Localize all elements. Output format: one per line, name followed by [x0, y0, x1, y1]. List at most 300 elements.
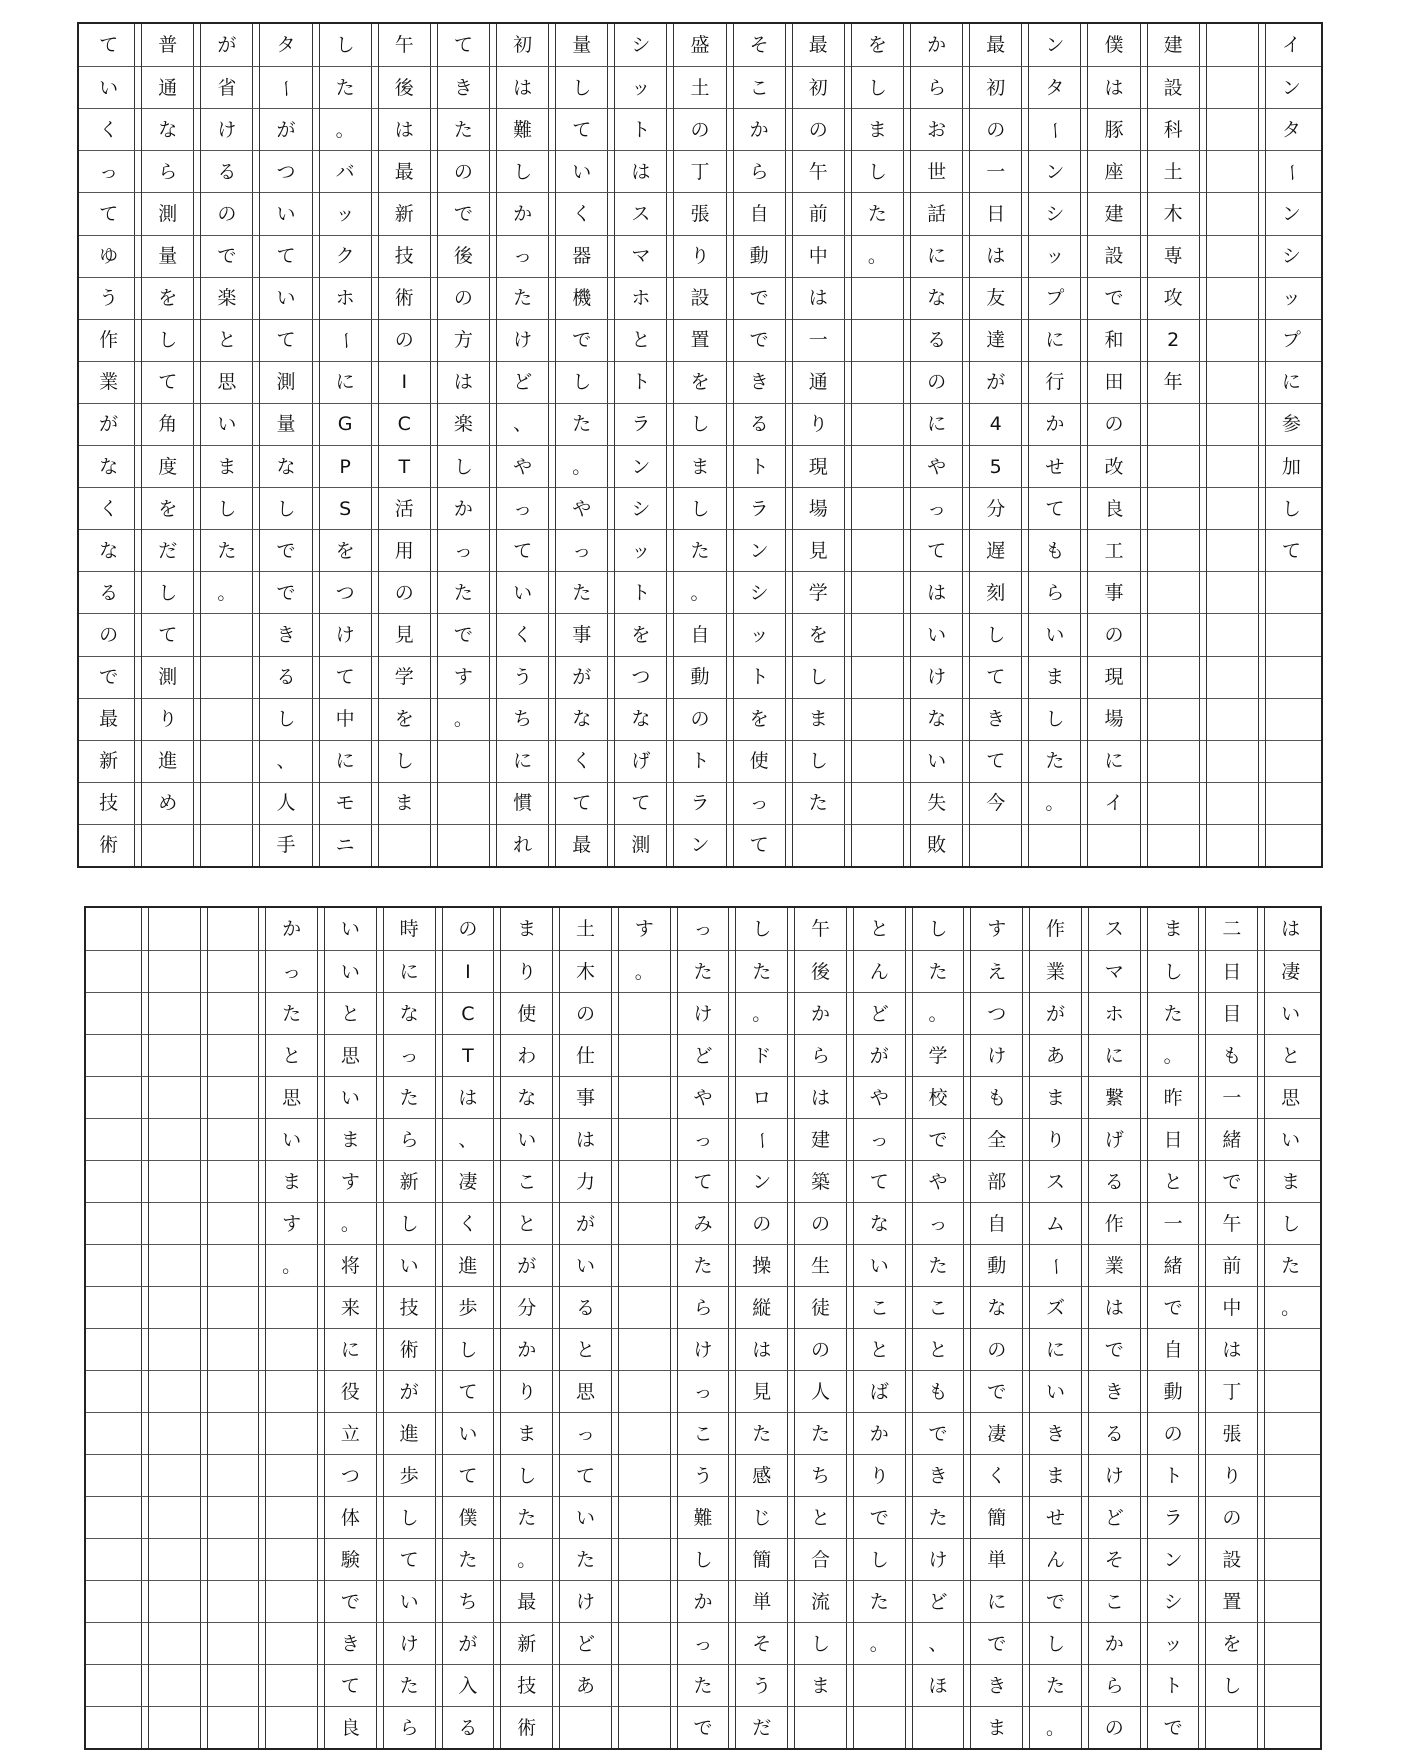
manuscript-cell: 最 [808, 33, 828, 56]
manuscript-cell: ま [1025, 656, 1084, 699]
manuscript-cell: で [674, 1706, 733, 1749]
manuscript-cell: っ [493, 235, 552, 278]
manuscript-cell: 午 [1202, 1202, 1261, 1245]
manuscript-cell: が [1026, 992, 1085, 1035]
manuscript-cell: く [552, 192, 611, 235]
manuscript-cell: し [850, 1538, 909, 1581]
manuscript-cell: 建 [1163, 33, 1183, 56]
manuscript-cell: 設 [1202, 1538, 1261, 1581]
manuscript-cell: で [256, 529, 315, 572]
manuscript-cell: の [434, 150, 493, 193]
manuscript-cell [145, 1034, 204, 1077]
manuscript-cell: す [634, 917, 654, 940]
manuscript-cell: 遅 [966, 529, 1025, 572]
manuscript-cell: 測 [256, 361, 315, 404]
manuscript-cell: っ [493, 487, 552, 530]
manuscript-cell: か [791, 992, 850, 1035]
manuscript-cell: 難 [674, 1496, 733, 1539]
manuscript-cell [1261, 1412, 1320, 1455]
manuscript-cell: 置 [1202, 1580, 1261, 1623]
manuscript-cell: き [434, 66, 493, 109]
manuscript-cell: 。 [1144, 1034, 1203, 1077]
manuscript-cell: 技 [497, 1664, 556, 1707]
manuscript-cell [434, 740, 493, 783]
manuscript-cell [86, 1706, 145, 1749]
manuscript-cell: を [867, 33, 887, 56]
manuscript-cell: 土 [670, 66, 729, 109]
manuscript-cell [86, 1034, 145, 1077]
manuscript-cell: を [316, 529, 375, 572]
manuscript-cell: 加 [1262, 445, 1321, 488]
manuscript-cell: 。 [197, 571, 256, 614]
manuscript-cell [145, 908, 204, 950]
manuscript-cell [262, 1370, 321, 1413]
manuscript-cell: 省 [197, 66, 256, 109]
manuscript-column [556, 908, 615, 1748]
manuscript-cell: 木 [1144, 192, 1203, 235]
manuscript-cell [848, 445, 907, 488]
manuscript-cell [145, 1118, 204, 1161]
manuscript-cell: も [1025, 529, 1084, 572]
manuscript-column [1261, 908, 1320, 1748]
manuscript-cell: を [611, 613, 670, 656]
manuscript-cell: 場 [1084, 698, 1143, 741]
manuscript-cell: て [99, 33, 119, 56]
manuscript-cell: し [1262, 487, 1321, 530]
manuscript-column [375, 24, 434, 866]
manuscript-cell: い [493, 571, 552, 614]
manuscript-cell: 科 [1144, 108, 1203, 151]
manuscript-cell: の [1085, 1706, 1144, 1749]
manuscript-cell: の [556, 992, 615, 1035]
manuscript-cell: イ [1084, 782, 1143, 825]
manuscript-cell: と [321, 992, 380, 1035]
manuscript-column [439, 908, 498, 1748]
manuscript-cell: っ [693, 917, 713, 940]
manuscript-cell: だ [732, 1706, 791, 1749]
manuscript-cell: う [493, 656, 552, 699]
manuscript-cell: 日 [966, 192, 1025, 235]
manuscript-cell: ま [791, 1664, 850, 1707]
manuscript-cell: か [674, 1580, 733, 1623]
manuscript-cell [86, 1370, 145, 1413]
manuscript-cell: 。 [316, 108, 375, 151]
manuscript-cell: つ [256, 150, 315, 193]
manuscript-cell [615, 1244, 674, 1287]
manuscript-cell: 最 [552, 824, 611, 867]
manuscript-cell: 新 [497, 1622, 556, 1665]
column-rule [148, 908, 149, 1748]
manuscript-cell: っ [262, 950, 321, 993]
manuscript-cell: し [197, 487, 256, 530]
manuscript-cell: ッ [611, 66, 670, 109]
manuscript-cell: ち [439, 1580, 498, 1623]
manuscript-cell: い [1026, 1370, 1085, 1413]
manuscript-cell: 現 [1084, 656, 1143, 699]
manuscript-cell [615, 1664, 674, 1707]
manuscript-cell: た [909, 1496, 968, 1539]
manuscript-cell: り [138, 698, 197, 741]
manuscript-cell: す [987, 917, 1007, 940]
manuscript-cell: 用 [375, 529, 434, 572]
manuscript-column [615, 908, 674, 1748]
manuscript-cell: て [138, 361, 197, 404]
manuscript-cell: き [1085, 1370, 1144, 1413]
manuscript-column [1203, 24, 1262, 866]
manuscript-cell: い [497, 1118, 556, 1161]
manuscript-cell: に [316, 740, 375, 783]
manuscript-cell: ッ [611, 529, 670, 572]
column-rule [1087, 24, 1088, 866]
manuscript-cell: 失 [907, 782, 966, 825]
manuscript-cell: は [434, 361, 493, 404]
manuscript-cell: 操 [732, 1244, 791, 1287]
manuscript-column [197, 24, 256, 866]
manuscript-cell: て [850, 1160, 909, 1203]
manuscript-cell: 思 [262, 1076, 321, 1119]
manuscript-cell [86, 1454, 145, 1497]
manuscript-column [789, 24, 848, 866]
manuscript-cell: I [439, 950, 498, 993]
manuscript-cell: く [967, 1454, 1026, 1497]
manuscript-cell: そ [749, 33, 769, 56]
manuscript-cell [1262, 656, 1321, 699]
manuscript-sheet-2 [84, 906, 1322, 1750]
manuscript-cell: 。 [909, 992, 968, 1035]
manuscript-cell [850, 1664, 909, 1707]
manuscript-cell: ト [730, 656, 789, 699]
manuscript-cell [86, 1118, 145, 1161]
manuscript-cell: っ [909, 1202, 968, 1245]
manuscript-cell: し [670, 403, 729, 446]
manuscript-cell: の [434, 277, 493, 320]
manuscript-cell: て [611, 782, 670, 825]
column-rule [1028, 24, 1029, 866]
manuscript-cell: が [439, 1622, 498, 1665]
manuscript-cell [262, 1286, 321, 1329]
manuscript-cell: に [316, 361, 375, 404]
manuscript-cell: 見 [375, 613, 434, 656]
manuscript-cell: で [1144, 1706, 1203, 1749]
manuscript-cell: し [1025, 698, 1084, 741]
manuscript-cell: る [1085, 1412, 1144, 1455]
manuscript-cell: き [730, 361, 789, 404]
manuscript-cell [204, 1454, 263, 1497]
manuscript-cell: で [321, 1580, 380, 1623]
manuscript-cell: は [791, 1076, 850, 1119]
manuscript-cell: 力 [556, 1160, 615, 1203]
manuscript-cell: し [434, 445, 493, 488]
manuscript-cell: シ [1262, 235, 1321, 278]
manuscript-cell: 中 [789, 235, 848, 278]
manuscript-cell [1262, 740, 1321, 783]
manuscript-cell: は [966, 235, 1025, 278]
manuscript-cell: 敗 [907, 824, 966, 867]
manuscript-cell: の [791, 1328, 850, 1371]
manuscript-cell: る [1085, 1160, 1144, 1203]
manuscript-cell: で [730, 319, 789, 362]
column-rule [1088, 908, 1089, 1748]
manuscript-cell [1261, 1538, 1320, 1581]
manuscript-column [204, 908, 263, 1748]
manuscript-cell: た [674, 950, 733, 993]
manuscript-cell: か [1025, 403, 1084, 446]
manuscript-cell: 。 [732, 992, 791, 1035]
manuscript-cell [848, 824, 907, 867]
manuscript-cell: ラ [730, 487, 789, 530]
manuscript-cell [848, 656, 907, 699]
manuscript-column [434, 24, 493, 866]
manuscript-cell: 設 [1084, 235, 1143, 278]
manuscript-cell [848, 698, 907, 741]
manuscript-cell: ゆ [79, 235, 138, 278]
manuscript-column [1144, 908, 1203, 1748]
manuscript-cell [1261, 1622, 1320, 1665]
manuscript-cell: て [966, 740, 1025, 783]
manuscript-cell: 全 [967, 1118, 1026, 1161]
manuscript-cell: か [927, 33, 947, 56]
manuscript-cell: 思 [197, 361, 256, 404]
manuscript-cell: 友 [966, 277, 1025, 320]
manuscript-cell: 中 [1202, 1286, 1261, 1329]
manuscript-cell: た [909, 950, 968, 993]
column-rule [1147, 24, 1148, 866]
manuscript-cell: ト [730, 445, 789, 488]
manuscript-cell: で [197, 235, 256, 278]
manuscript-cell [1261, 1454, 1320, 1497]
manuscript-cell: 後 [791, 950, 850, 993]
manuscript-cell: で [850, 1496, 909, 1539]
manuscript-cell [86, 1076, 145, 1119]
manuscript-cell [1203, 487, 1262, 530]
manuscript-cell: 4 [966, 403, 1025, 446]
manuscript-cell: な [850, 1202, 909, 1245]
manuscript-cell [615, 1538, 674, 1581]
manuscript-cell: け [967, 1034, 1026, 1077]
manuscript-cell: か [850, 1412, 909, 1455]
manuscript-cell: と [1144, 1160, 1203, 1203]
manuscript-cell: 思 [556, 1370, 615, 1413]
manuscript-cell [204, 992, 263, 1035]
manuscript-cell: 時 [399, 917, 419, 940]
manuscript-cell [204, 1370, 263, 1413]
manuscript-cell: け [197, 108, 256, 151]
manuscript-cell: 改 [1084, 445, 1143, 488]
manuscript-cell: 術 [380, 1328, 439, 1371]
manuscript-cell [615, 1370, 674, 1413]
manuscript-cell: も [1202, 1034, 1261, 1077]
manuscript-cell: 緒 [1144, 1244, 1203, 1287]
manuscript-cell: や [850, 1076, 909, 1119]
manuscript-cell: い [1025, 613, 1084, 656]
manuscript-cell: 初 [789, 66, 848, 109]
manuscript-cell: ま [848, 108, 907, 151]
manuscript-cell: ン [732, 1160, 791, 1203]
manuscript-cell: モ [316, 782, 375, 825]
manuscript-cell: 通 [138, 66, 197, 109]
manuscript-cell: な [967, 1286, 1026, 1329]
manuscript-cell: と [869, 917, 889, 940]
manuscript-cell: つ [316, 571, 375, 614]
manuscript-cell: し [1202, 1664, 1261, 1707]
manuscript-cell [434, 782, 493, 825]
manuscript-cell: 参 [1262, 403, 1321, 446]
manuscript-cell: 慣 [493, 782, 552, 825]
manuscript-cell: ち [493, 698, 552, 741]
manuscript-column [262, 908, 321, 1748]
manuscript-cell: た [439, 1538, 498, 1581]
manuscript-cell: き [966, 698, 1025, 741]
column-rule [200, 24, 201, 866]
manuscript-cell: た [850, 1580, 909, 1623]
manuscript-cell [1203, 782, 1262, 825]
manuscript-cell: 張 [670, 192, 729, 235]
manuscript-cell: 世 [907, 150, 966, 193]
manuscript-cell: シ [730, 571, 789, 614]
manuscript-cell [966, 824, 1025, 867]
manuscript-cell: 一 [966, 150, 1025, 193]
manuscript-cell: つ [321, 1454, 380, 1497]
manuscript-column [86, 908, 145, 1748]
manuscript-cell [848, 361, 907, 404]
manuscript-cell: た [497, 1496, 556, 1539]
manuscript-cell [1203, 824, 1262, 867]
manuscript-cell: た [434, 108, 493, 151]
manuscript-cell: た [848, 192, 907, 235]
manuscript-cell: た [791, 1412, 850, 1455]
manuscript-cell: 日 [1202, 950, 1261, 993]
manuscript-cell [556, 1706, 615, 1749]
column-rule [555, 24, 556, 866]
manuscript-cell: ン [611, 445, 670, 488]
manuscript-cell: に [1085, 1034, 1144, 1077]
manuscript-cell: 分 [966, 487, 1025, 530]
manuscript-cell [197, 698, 256, 741]
manuscript-cell: 動 [670, 656, 729, 699]
manuscript-cell: て [321, 1664, 380, 1707]
manuscript-cell: ど [850, 992, 909, 1035]
manuscript-cell: で [909, 1118, 968, 1161]
manuscript-cell: 難 [493, 108, 552, 151]
manuscript-cell: じ [732, 1496, 791, 1539]
manuscript-cell: ま [197, 445, 256, 488]
manuscript-cell [848, 782, 907, 825]
manuscript-cell [262, 1664, 321, 1707]
manuscript-cell: ン [1045, 33, 1065, 56]
manuscript-cell: タ [276, 33, 296, 56]
column-rule [1206, 24, 1207, 866]
manuscript-cell: く [439, 1202, 498, 1245]
manuscript-cell: 盛 [690, 33, 710, 56]
manuscript-cell: ト [611, 571, 670, 614]
manuscript-cell: ロ [732, 1076, 791, 1119]
manuscript-cell: に [1262, 361, 1321, 404]
manuscript-cell: 。 [262, 1244, 321, 1287]
manuscript-cell: き [256, 613, 315, 656]
column-rule [324, 908, 325, 1748]
column-rule [259, 24, 260, 866]
manuscript-cell [86, 1580, 145, 1623]
manuscript-cell: 、 [493, 403, 552, 446]
manuscript-cell: イ [1281, 33, 1301, 56]
manuscript-cell: 普 [158, 33, 178, 56]
manuscript-cell: ま [1026, 1454, 1085, 1497]
manuscript-cell: 将 [321, 1244, 380, 1287]
manuscript-cell: 後 [375, 66, 434, 109]
manuscript-cell: ま [670, 445, 729, 488]
manuscript-cell: な [611, 698, 670, 741]
manuscript-cell: で [967, 1622, 1026, 1665]
manuscript-cell: は [1281, 917, 1301, 940]
manuscript-cell [848, 571, 907, 614]
manuscript-cell: ー [732, 1118, 791, 1161]
manuscript-cell: 一 [1144, 1202, 1203, 1245]
manuscript-cell: た [493, 277, 552, 320]
manuscript-cell: 業 [1026, 950, 1085, 993]
manuscript-cell [615, 1580, 674, 1623]
column-rule [378, 24, 379, 866]
manuscript-cell [1203, 24, 1262, 66]
manuscript-cell: に [1084, 740, 1143, 783]
manuscript-cell: を [138, 487, 197, 530]
manuscript-cell: て [966, 656, 1025, 699]
manuscript-cell: 事 [556, 1076, 615, 1119]
manuscript-cell: ッ [1025, 235, 1084, 278]
manuscript-cell: い [380, 1244, 439, 1287]
manuscript-cell: う [674, 1454, 733, 1497]
manuscript-cell: の [79, 613, 138, 656]
manuscript-cell: シ [631, 33, 651, 56]
manuscript-cell: な [256, 445, 315, 488]
manuscript-cell: と [556, 1328, 615, 1371]
manuscript-cell [1203, 740, 1262, 783]
manuscript-cell: な [907, 698, 966, 741]
manuscript-cell [1203, 66, 1262, 109]
manuscript-cell: ま [1163, 917, 1183, 940]
manuscript-cell: る [256, 656, 315, 699]
manuscript-cell [375, 824, 434, 867]
manuscript-cell: 良 [1084, 487, 1143, 530]
manuscript-cell: 進 [138, 740, 197, 783]
manuscript-cell: が [380, 1370, 439, 1413]
manuscript-cell [145, 1622, 204, 1665]
manuscript-cell: は [611, 150, 670, 193]
manuscript-cell: め [138, 782, 197, 825]
manuscript-cell: み [674, 1202, 733, 1245]
manuscript-cell: し [789, 740, 848, 783]
manuscript-cell: 前 [1202, 1244, 1261, 1287]
manuscript-cell: 術 [497, 1706, 556, 1749]
manuscript-cell [1202, 1706, 1261, 1749]
manuscript-cell: 緒 [1202, 1118, 1261, 1161]
manuscript-column [674, 908, 733, 1748]
manuscript-cell: 午 [789, 150, 848, 193]
column-rule [1029, 908, 1030, 1748]
manuscript-cell: ー [316, 319, 375, 362]
manuscript-cell: や [674, 1076, 733, 1119]
manuscript-cell: 部 [967, 1160, 1026, 1203]
manuscript-cell: あ [556, 1664, 615, 1707]
manuscript-cell [262, 1328, 321, 1371]
manuscript-cell: 測 [611, 824, 670, 867]
manuscript-cell [86, 1286, 145, 1329]
manuscript-cell: け [909, 1538, 968, 1581]
manuscript-cell: し [1261, 1202, 1320, 1245]
manuscript-cell: ト [611, 108, 670, 151]
manuscript-cell: わ [497, 1034, 556, 1077]
manuscript-cell: る [556, 1286, 615, 1329]
manuscript-cell: 二 [1222, 917, 1242, 940]
